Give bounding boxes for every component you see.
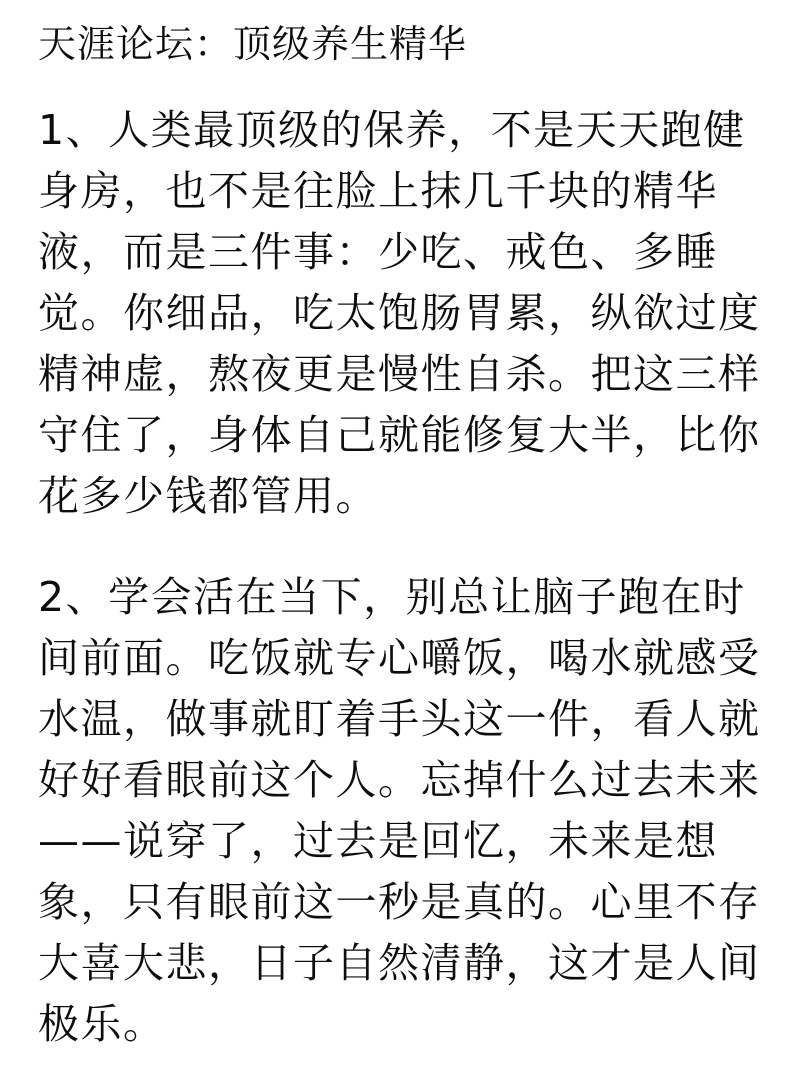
paragraph-line: ——说穿了，过去是回忆，未来是想: [38, 817, 718, 865]
paragraph-line: 2、学会活在当下，别总让脑子跑在时: [38, 573, 746, 621]
paragraph-line: 精神虚，熬夜更是慢性自杀。把这三样: [38, 350, 761, 398]
paragraph-line: 身房，也不是往脸上抹几千块的精华: [38, 167, 718, 215]
paragraph-2: [38, 567, 788, 1055]
paragraph-line: 象，只有眼前这一秒是真的。心里不存: [38, 878, 761, 926]
paragraph-line: 花多少钱都管用。: [38, 472, 378, 520]
paragraph-line: 水温，做事就盯着手头这一件，看人就: [38, 695, 761, 743]
paragraph-line: 间前面。吃饭就专心嚼饭，喝水就感受: [38, 634, 761, 682]
paragraph-1: [38, 100, 788, 527]
paragraph-line: 守住了，身体自己就能修复大半，比你: [38, 411, 761, 459]
paragraph-line: 1、人类最顶级的保养，不是天天跑健: [38, 106, 746, 154]
paragraph-line: 觉。你细品，吃太饱肠胃累，纵欲过度: [38, 289, 761, 337]
page-title: 天涯论坛：顶级养生精华: [38, 22, 468, 66]
paragraph-line: 好好看眼前这个人。忘掉什么过去未来: [38, 756, 761, 804]
paragraph-line: 大喜大悲，日子自然清静，这才是人间: [38, 939, 761, 987]
paragraph-line: 液，而是三件事：少吃、戒色、多睡: [38, 228, 718, 276]
paragraph-line: 极乐。: [38, 1000, 166, 1048]
